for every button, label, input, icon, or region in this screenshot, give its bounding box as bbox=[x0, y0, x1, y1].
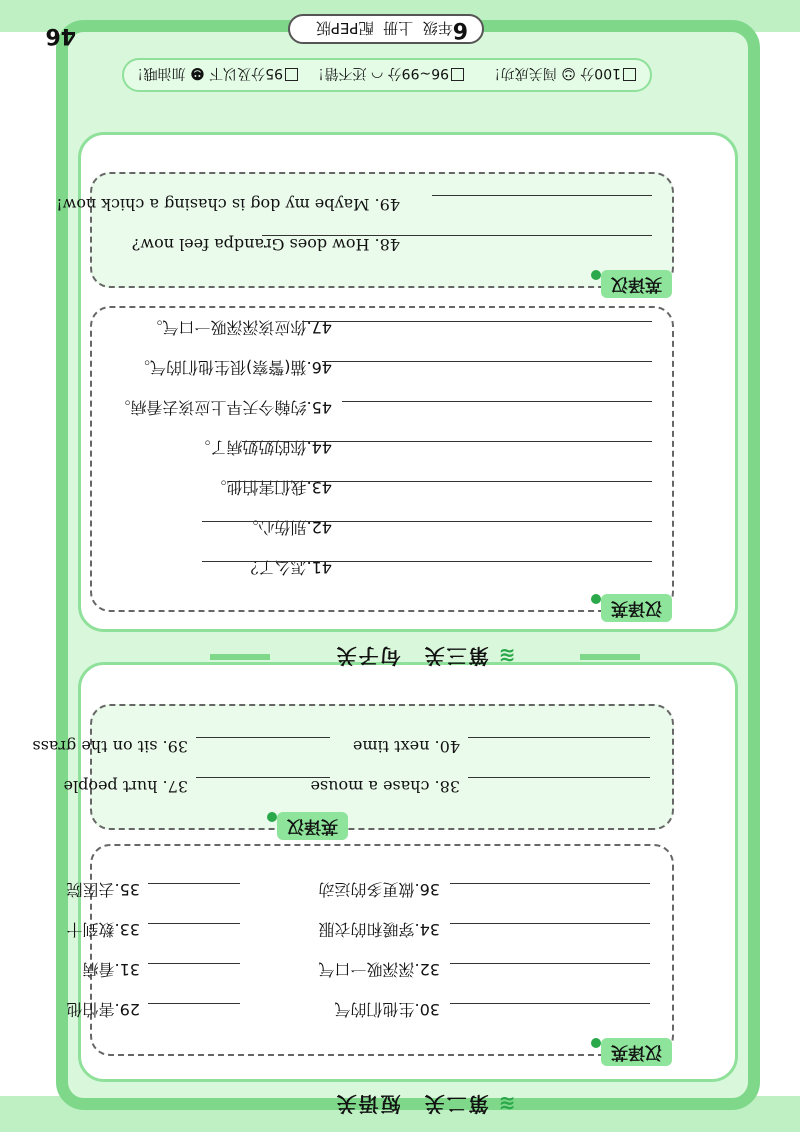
header-pill: 6年级 上册 配PEP版 bbox=[288, 14, 484, 44]
list-item: 29.害怕他 bbox=[66, 1000, 140, 1019]
answer-blank[interactable] bbox=[450, 963, 650, 964]
section3-heading bbox=[210, 642, 640, 672]
face-icon: ◠ bbox=[370, 65, 384, 81]
face-icon: ☺ bbox=[561, 65, 576, 81]
answer-blank[interactable] bbox=[148, 963, 240, 964]
section3-box1-tag: 汉译英 bbox=[601, 594, 672, 622]
section2-title: 第二关 短语关 bbox=[334, 1092, 489, 1116]
list-item: 37. hurt people bbox=[63, 777, 188, 796]
wave-icon: ≋ bbox=[496, 644, 516, 668]
list-item: 47.你应该深深吸一口气。 bbox=[146, 318, 332, 337]
answer-blank[interactable] bbox=[202, 561, 652, 562]
checkbox[interactable] bbox=[623, 68, 636, 81]
section3-box2-tag: 英译汉 bbox=[601, 270, 672, 298]
answer-blank[interactable] bbox=[148, 1003, 240, 1004]
list-item: 36.做更多的运动 bbox=[318, 880, 440, 899]
section2-box1 bbox=[90, 844, 674, 1056]
answer-blank[interactable] bbox=[148, 923, 240, 924]
answer-blank[interactable] bbox=[242, 441, 652, 442]
grade-number: 6 bbox=[452, 17, 468, 42]
face-icon: ☻ bbox=[190, 65, 205, 81]
wave-icon: ≋ bbox=[496, 1092, 516, 1116]
answer-blank[interactable] bbox=[202, 521, 652, 522]
list-item: 38. chase a mouse bbox=[310, 777, 460, 796]
answer-blank[interactable] bbox=[342, 401, 652, 402]
list-item: 35.去医院 bbox=[66, 880, 140, 899]
list-item: 32.深深吸一口气 bbox=[318, 960, 440, 979]
list-item: 44.你的奶奶病了。 bbox=[194, 438, 332, 457]
section2-heading bbox=[210, 1090, 640, 1120]
score-item: 95分及以下 ☻ 加油哦！ bbox=[130, 64, 298, 84]
list-item: 40. next time bbox=[352, 737, 460, 756]
answer-blank[interactable] bbox=[302, 321, 652, 322]
list-item: 46.猫(警察)很生他们的气。 bbox=[134, 358, 332, 377]
score-item: 100分 ☺ 闯关成功！ bbox=[487, 64, 636, 84]
answer-blank[interactable] bbox=[196, 737, 330, 738]
answer-blank[interactable] bbox=[450, 923, 650, 924]
list-item: 42.别伤心。 bbox=[242, 518, 332, 537]
list-item: 33.数到十 bbox=[66, 920, 140, 939]
checkbox[interactable] bbox=[285, 68, 298, 81]
score-bar bbox=[122, 58, 652, 92]
page-number: 46 bbox=[45, 23, 76, 48]
list-item: 41.怎么了？ bbox=[242, 558, 332, 577]
section2-box2 bbox=[90, 704, 674, 830]
list-item: 30.生他们的气 bbox=[334, 1000, 440, 1019]
answer-blank[interactable] bbox=[450, 883, 650, 884]
answer-blank[interactable] bbox=[468, 777, 650, 778]
answer-blank[interactable] bbox=[148, 883, 240, 884]
score-item: 96~99分 ◠ 还不错！ bbox=[311, 64, 464, 84]
checkbox[interactable] bbox=[451, 68, 464, 81]
list-item: 43.我们害怕他。 bbox=[210, 478, 332, 497]
section3-title: 第三关 句子关 bbox=[334, 644, 489, 668]
list-item: 31.看病 bbox=[82, 960, 140, 979]
answer-blank[interactable] bbox=[322, 361, 652, 362]
answer-blank[interactable] bbox=[468, 737, 650, 738]
list-item: 45.约翰今天早上应该去看病。 bbox=[114, 398, 332, 417]
section2-box2-tag: 英译汉 bbox=[277, 812, 348, 840]
list-item: 48. How does Grandpa feel now? bbox=[131, 235, 400, 254]
section2-box1-tag: 汉译英 bbox=[601, 1038, 672, 1066]
answer-blank[interactable] bbox=[262, 235, 652, 236]
list-item: 49. Maybe my dog is chasing a chick now! bbox=[56, 195, 400, 214]
answer-blank[interactable] bbox=[450, 1003, 650, 1004]
answer-blank[interactable] bbox=[432, 195, 652, 196]
list-item: 34.穿暖和的衣服 bbox=[318, 920, 440, 939]
list-item: 39. sit on the grass bbox=[32, 737, 188, 756]
section3-box1 bbox=[90, 306, 674, 612]
section3-box2 bbox=[90, 172, 674, 288]
answer-blank[interactable] bbox=[232, 481, 652, 482]
